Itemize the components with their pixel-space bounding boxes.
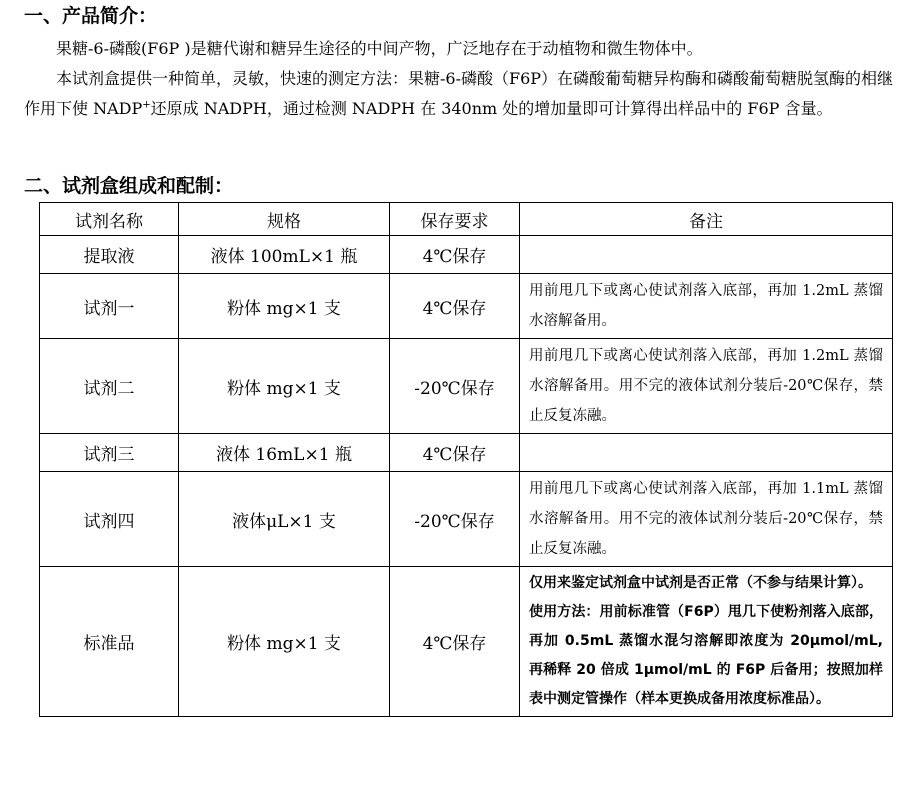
col-header-storage: 保存要求 [390,203,520,236]
cell-note: 用前甩几下或离心使试剂落入底部，再加 1.2mL 蒸馏水溶解备用。用不完的液体试剂分装后-20℃保存，禁止反复冻融。 [520,339,893,434]
table-header-row [40,203,893,236]
superscript-plus: + [142,99,151,111]
cell-storage: 4℃保存 [390,274,520,339]
table-row [40,567,893,717]
cell-spec: 液体μL×1 支 [179,472,390,567]
intro-paragraph-2-text-a: 本试剂盒提供一种简单，灵敏，快速的测定方法：果糖-6-磷酸（F6P）在磷酸葡萄糖异构酶和磷酸葡萄糖脱氢酶的相继作用下使 NADP [24,69,894,118]
table-row [40,274,893,339]
cell-storage: -20℃保存 [390,339,520,434]
cell-note [520,567,893,717]
col-header-spec: 规格 [179,203,390,236]
table-row [40,339,893,434]
cell-note [520,434,893,472]
col-header-name: 试剂名称 [40,203,179,236]
cell-spec: 粉体 mg×1 支 [179,339,390,434]
table-row [40,434,893,472]
cell-name: 试剂一 [40,274,179,339]
cell-note: 用前甩几下或离心使试剂落入底部，再加 1.2mL 蒸馏水溶解备用。 [520,274,893,339]
cell-name: 试剂二 [40,339,179,434]
cell-spec: 粉体 mg×1 支 [179,274,390,339]
section-heading-kit: 二、试剂盒组成和配制： [24,175,234,197]
standard-note-purpose: 仅用来鉴定试剂盒中试剂是否正常（不参与结果计算）。 [529,575,872,591]
cell-spec: 粉体 mg×1 支 [179,567,390,717]
cell-note: 用前甩几下或离心使试剂落入底部，再加 1.1mL 蒸馏水溶解备用。用不完的液体试剂分装后-20℃保存，禁止反复冻融。 [520,472,893,567]
intro-paragraph-2-text-b: 还原成 NADPH，通过检测 NADPH 在 340nm 处的增加量即可计算得出样品中的 F6P 含量。 [150,99,833,118]
cell-name: 试剂四 [40,472,179,567]
cell-spec: 液体 100mL×1 瓶 [179,236,390,274]
cell-storage: 4℃保存 [390,236,520,274]
cell-storage: 4℃保存 [390,434,520,472]
intro-paragraph-1: 果糖-6-磷酸(F6P )是糖代谢和糖异生途径的中间产物，广泛地存在于动植物和微生物体中。 [56,39,703,58]
cell-name: 提取液 [40,236,179,274]
section-heading-intro: 一、产品简介： [24,5,158,27]
cell-note [520,236,893,274]
intro-paragraph-2 [24,64,904,124]
table-row [40,472,893,567]
cell-storage: -20℃保存 [390,472,520,567]
cell-name: 标准品 [40,567,179,717]
table-row [40,236,893,274]
cell-storage: 4℃保存 [390,567,520,717]
col-header-note: 备注 [520,203,893,236]
kit-components-table [39,202,893,717]
standard-note-usage: 使用方法：用前标准管（F6P）甩几下使粉剂落入底部，再加 0.5mL 蒸馏水混匀溶解即浓度为 20μmol/mL, 再稀释 20 倍成 1μmol/mL 的 F6P 后备用；按照加样表中测定管操作（样本更换成备用浓度标准品）。 [529,604,883,707]
cell-name: 试剂三 [40,434,179,472]
cell-spec: 液体 16mL×1 瓶 [179,434,390,472]
